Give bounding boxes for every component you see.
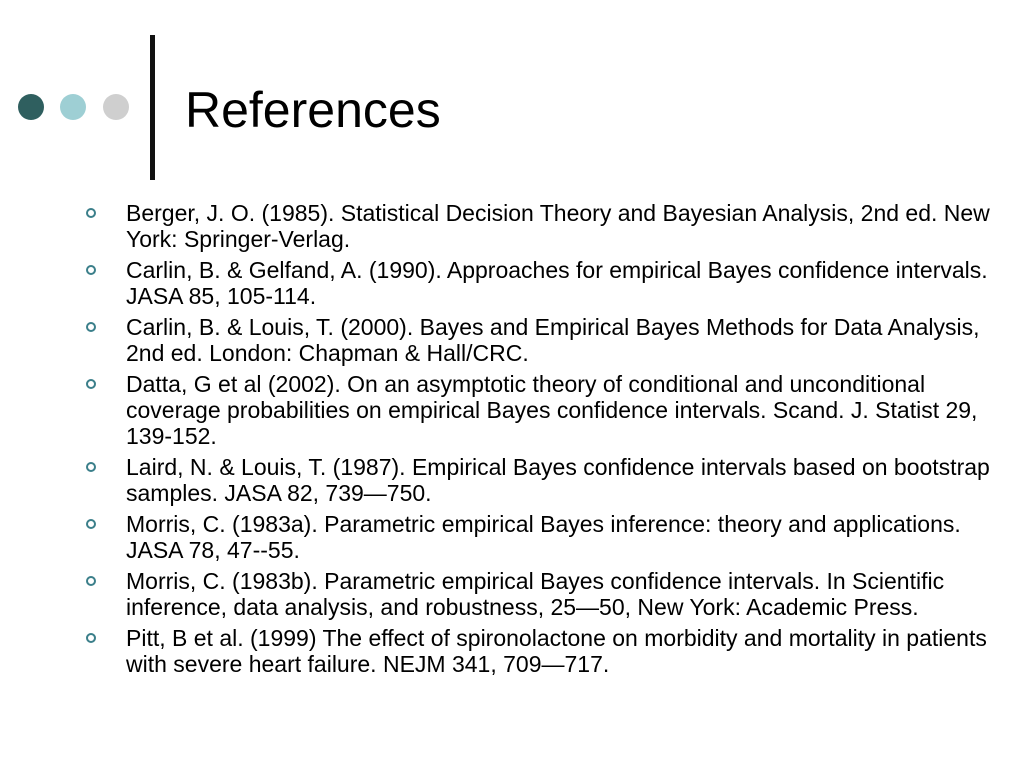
reference-text: Datta, G et al (2002). On an asymptotic theory of conditional and unconditional coverage probabilities on empirical Bayes confidence intervals. Scand. J. Statist 29, 139-152. <box>126 371 978 449</box>
reference-text: Laird, N. & Louis, T. (1987). Empirical Bayes confidence intervals based on bootstrap samples. JASA 82, 739—750. <box>126 454 990 506</box>
reference-item <box>82 454 1002 506</box>
reference-item <box>82 257 1002 309</box>
bullet-circle-icon <box>86 265 96 275</box>
reference-text: Morris, C. (1983b). Parametric empirical Bayes confidence intervals. In Scientific inference, data analysis, and robustness, 25—50, New York: Academic Press. <box>126 568 945 620</box>
reference-text: Carlin, B. & Gelfand, A. (1990). Approaches for empirical Bayes confidence intervals. JASA 85, 105-114. <box>126 257 988 309</box>
decorative-dot-teal <box>60 94 86 120</box>
reference-text: Pitt, B et al. (1999) The effect of spironolactone on morbidity and mortality in patients with severe heart failure. NEJM 341, 709—717. <box>126 625 987 677</box>
title-divider <box>150 35 155 180</box>
slide-title: References <box>185 82 441 138</box>
reference-item <box>82 200 1002 252</box>
bullet-circle-icon <box>86 633 96 643</box>
bullet-circle-icon <box>86 576 96 586</box>
bullet-circle-icon <box>86 322 96 332</box>
bullet-circle-icon <box>86 379 96 389</box>
reference-list <box>82 200 1002 682</box>
decorative-dot-dark <box>18 94 44 120</box>
reference-item <box>82 625 1002 677</box>
reference-text: Carlin, B. & Louis, T. (2000). Bayes and Empirical Bayes Methods for Data Analysis, 2nd ed. London: Chapman & Hall/CRC. <box>126 314 980 366</box>
reference-text: Morris, C. (1983a). Parametric empirical Bayes inference: theory and applications. JASA 78, 47--55. <box>126 511 961 563</box>
bullet-circle-icon <box>86 208 96 218</box>
reference-text: Berger, J. O. (1985). Statistical Decision Theory and Bayesian Analysis, 2nd ed. New York: Springer-Verlag. <box>126 200 990 252</box>
reference-item <box>82 511 1002 563</box>
reference-item <box>82 568 1002 620</box>
reference-item <box>82 314 1002 366</box>
reference-item <box>82 371 1002 449</box>
bullet-circle-icon <box>86 519 96 529</box>
bullet-circle-icon <box>86 462 96 472</box>
decorative-dot-gray <box>103 94 129 120</box>
